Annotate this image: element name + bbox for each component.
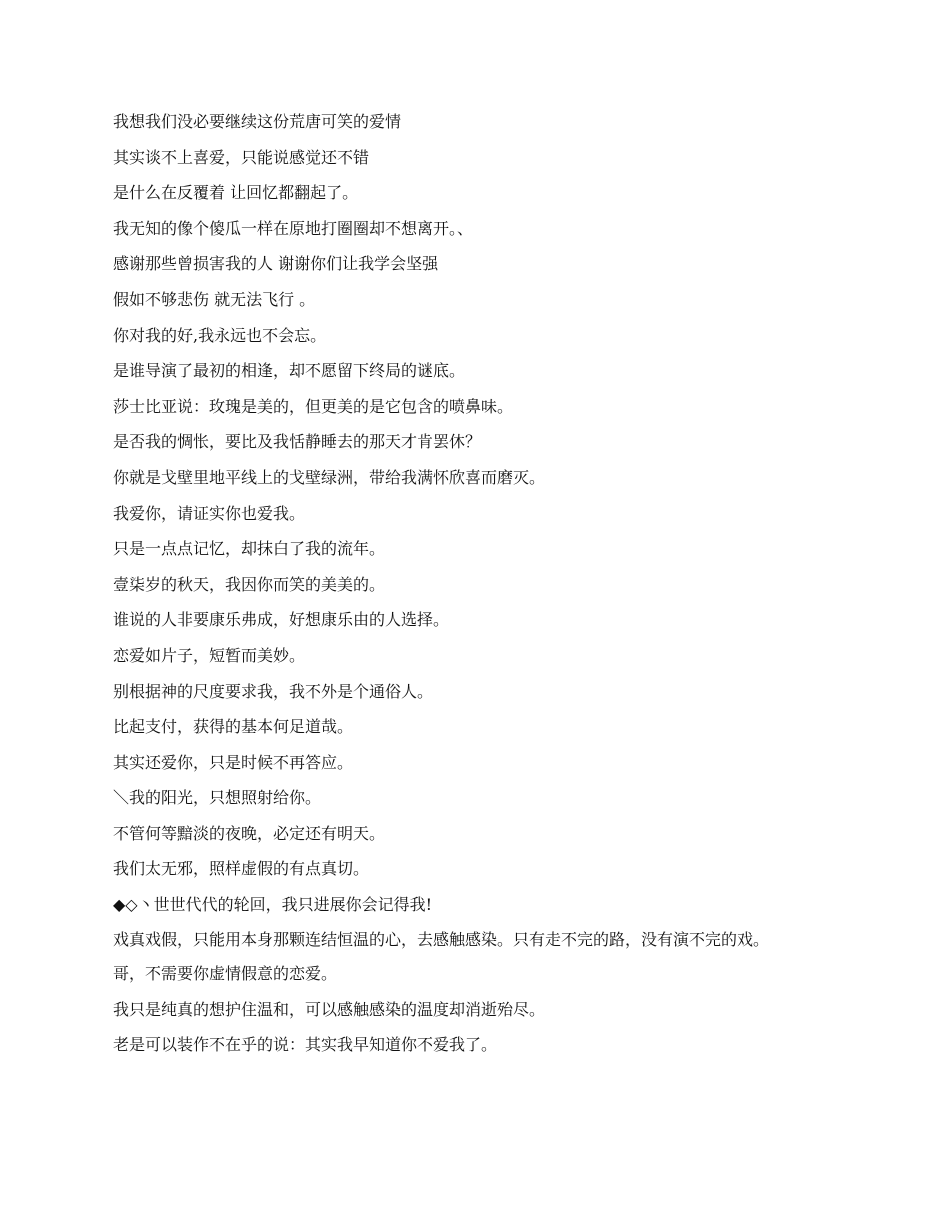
text-line: 只是一点点记忆，却抹白了我的流年。: [113, 539, 386, 559]
text-line: 莎士比亚说：玫瑰是美的，但更美的是它包含的喷鼻味。: [113, 396, 514, 416]
document-body: [113, 111, 843, 1070]
text-line: 我们太无邪，照样虚假的有点真切。: [113, 859, 370, 879]
text-line: 我无知的像个傻瓜一样在原地打圈圈却不想离开。、: [113, 218, 474, 238]
text-line: 其实还爱你，只是时候不再答应。: [113, 752, 354, 772]
text-line: 假如不够悲伤 就无法飞行 。: [113, 289, 316, 309]
text-line: 哥，不需要你虚情假意的恋爱。: [113, 964, 338, 984]
text-line: 是否我的惆怅，要比及我恬静睡去的那天才肯罢休？: [113, 432, 482, 452]
text-line: 壹柒岁的秋天，我因你而笑的美美的。: [113, 574, 386, 594]
text-line: 别根据神的尺度要求我，我不外是个通俗人。: [113, 681, 434, 701]
text-line: 老是可以装作不在乎的说：其实我早知道你不爱我了。: [113, 1035, 498, 1055]
text-line: 你对我的好,我永远也不会忘。: [113, 325, 327, 345]
text-line: 你就是戈壁里地平线上的戈壁绿洲，带给我满怀欣喜而磨灭。: [113, 467, 546, 487]
text-line: 感谢那些曾损害我的人 谢谢你们让我学会坚强: [113, 254, 439, 274]
text-line: 不管何等黯淡的夜晚，必定还有明天。: [113, 823, 386, 843]
text-line: 谁说的人非要康乐弗成，好想康乐由的人选择。: [113, 610, 450, 630]
text-line: 是什么在反覆着 让回忆都翻起了。: [113, 183, 359, 203]
text-line: ＼我的阳光，只想照射给你。: [113, 788, 322, 808]
text-line: 我想我们没必要继续这份荒唐可笑的爱情: [113, 112, 402, 131]
text-line: ◆◇丶世世代代的轮回，我只进展你会记得我!: [113, 895, 433, 915]
text-line: 是谁导演了最初的相逢，却不愿留下终局的谜底。: [113, 361, 466, 381]
text-line: 恋爱如片子，短暂而美妙。: [113, 645, 306, 665]
text-line: 比起支付，获得的基本何足道哉。: [113, 717, 354, 737]
text-line: 其实谈不上喜爱，只能说感觉还不错: [113, 147, 370, 167]
text-line: 我只是纯真的想护住温和，可以感触感染的温度却消逝殆尽。: [113, 999, 546, 1019]
text-line: 戏真戏假，只能用本身那颗连结恒温的心，去感触感染。只有走不完的路，没有演不完的戏。: [113, 929, 770, 949]
text-line: 我爱你，请证实你也爱我。: [113, 503, 306, 523]
